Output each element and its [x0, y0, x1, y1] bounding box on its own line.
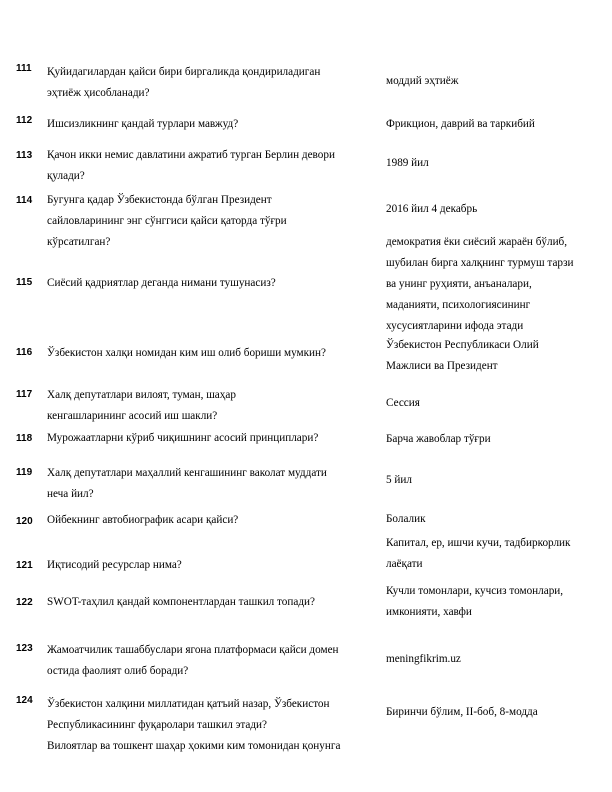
question-113: Қачон икки немис давлатини ажратиб турган Берлин девори қулади?: [47, 149, 335, 182]
num-116: 116: [16, 347, 33, 358]
num-119: 119: [16, 467, 33, 478]
question-119: Халқ депутатлари маҳаллий кенгашининг ваколат муддати неча йил?: [47, 467, 327, 500]
num-112: 112: [16, 115, 33, 126]
num-114: 114: [16, 195, 33, 206]
question-116: Ўзбекистон халқи номидан ким иш олиб бориши мумкин?: [47, 347, 326, 359]
num-121: 121: [16, 560, 33, 571]
answer-114: 2016 йил 4 декабрь: [386, 203, 478, 215]
answer-121: Капитал, ер, ишчи кучи, тадбиркорлик лаёқати: [386, 537, 571, 570]
answer-124: Биринчи бўлим, II-боб, 8-модда: [386, 706, 538, 718]
question-118: Мурожаатларни кўриб чиқишнинг асосий принциплари?: [47, 432, 319, 444]
answer-120: Болалик: [386, 513, 426, 525]
question-122: SWOT-таҳлил қандай компонентлардан ташкил топади?: [47, 596, 315, 608]
num-117: 117: [16, 389, 33, 400]
num-118: 118: [16, 433, 33, 444]
trailing-question-text: Вилоятлар ва тошкент шаҳар ҳокими ким томонидан қонунга: [47, 740, 341, 752]
question-111: Қуйидагилардан қайси бири биргаликда қондириладиган эҳтиёж ҳисобланади?: [47, 66, 321, 99]
answer-116: Ўзбекистон Республикаси Олий Мажлиси ва Президент: [386, 339, 539, 372]
question-117: Халқ депутатлари вилоят, туман, шаҳар кенгашларининг асосий иш шакли?: [47, 389, 236, 422]
num-115: 115: [16, 277, 33, 288]
question-115: Сиёсий қадриятлар деганда нимани тушунасиз?: [47, 277, 276, 289]
answer-122: Кучли томонлари, кучсиз томонлари, имконияти, хавфи: [386, 585, 564, 618]
answer-117: Сессия: [386, 397, 420, 409]
num-123: 123: [16, 643, 33, 654]
answer-113: 1989 йил: [386, 157, 429, 169]
question-124: Ўзбекистон халқини миллатидан қатъий назар, Ўзбекистон Республикасининг фуқаролари ташкил этади?: [47, 698, 330, 731]
answer-123: meningfikrim.uz: [386, 653, 461, 665]
answer-119: 5 йил: [386, 474, 412, 486]
question-114: Бугунга қадар Ўзбекистонда бўлган Президент сайловларининг энг сўнггиси қайси қаторда тўғри кўрсатилган?: [47, 194, 287, 248]
answer-115: демократия ёки сиёсий жараён бўлиб, шубилан бирга халқнинг турмуш тарзи ва унинг руҳияти, анъаналари, маданияти, психологиясининг хусусиятларини ифода этади: [386, 236, 574, 332]
question-120: Ойбекнинг автобиографик асари қайси?: [47, 514, 239, 526]
question-123: Жамоатчилик ташаббуслари ягона платформаси қайси домен остида фаолият олиб боради?: [47, 644, 339, 677]
num-124: 124: [16, 695, 33, 706]
num-122: 122: [16, 597, 33, 608]
num-113: 113: [16, 150, 33, 161]
answer-111: моддий эҳтиёж: [386, 75, 459, 87]
num-111: 111: [16, 63, 32, 74]
question-112: Ишсизликнинг қандай турлари мавжуд?: [47, 118, 239, 130]
num-120: 120: [16, 516, 33, 527]
answer-112: Фрикцион, даврий ва таркибий: [386, 118, 535, 130]
question-121: Иқтисодий ресурслар нима?: [47, 559, 182, 571]
answer-118: Барча жавоблар тўғри: [386, 433, 491, 445]
